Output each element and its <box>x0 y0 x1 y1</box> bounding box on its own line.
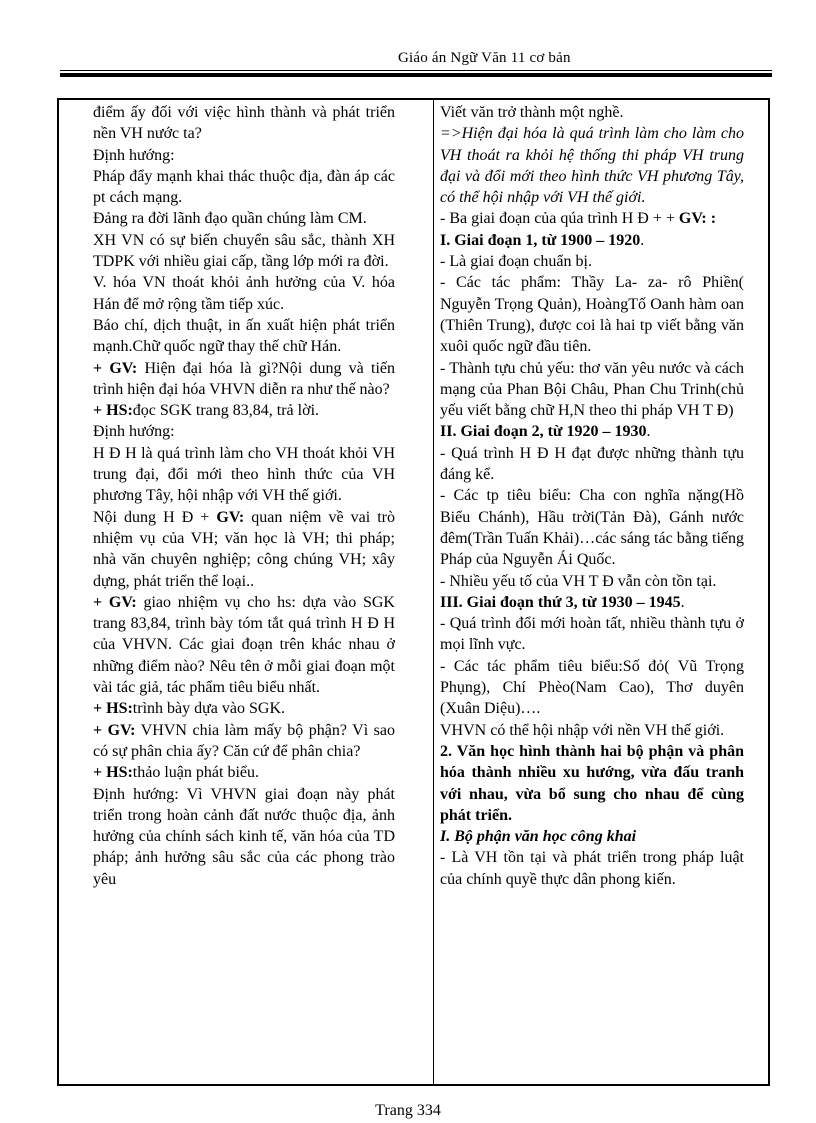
left-paragraph: H Đ H là quá trình làm cho VH thoát khỏi VH trung đại, đổi mới theo hình thức của VH phương Tây, hội nhập với VH thế giới. <box>93 444 395 505</box>
left-paragraph <box>93 507 395 592</box>
role-label: GV: : <box>678 210 717 228</box>
role-label: GV: <box>216 508 245 526</box>
right-text: - Ba giai đoạn của qúa trình H Đ + + <box>440 210 679 228</box>
right-text: . <box>640 231 645 249</box>
page-number: Trang 334 <box>375 1102 441 1119</box>
left-paragraph: Pháp đẩy mạnh khai thác thuộc địa, đàn áp các pt cách mạng. <box>93 167 395 207</box>
left-paragraph: Định hướng: Vì VHVN giai đoạn này phát triển trong hoàn cảnh đất nước thuộc địa, ảnh hưởng của chính sách kinh tế, văn hóa của TD pháp; ảnh hưởng sâu sắc của các phong trào yêu <box>93 785 395 888</box>
right-text: . <box>680 593 685 611</box>
right-paragraph: - Quá trình đổi mới hoàn tất, nhiều thành tựu ở mọi lĩnh vực. <box>440 615 744 654</box>
heading-text: I. Giai đoạn 1, từ 1900 – 1920 <box>440 231 641 249</box>
left-paragraph <box>93 592 395 698</box>
subheading: I. Bộ phận văn học công khai <box>440 828 637 846</box>
right-paragraph: - Quá trình H Đ H đạt được những thành tựu đáng kể. <box>440 444 744 484</box>
left-text: trình bày dựa vào SGK. <box>132 700 285 718</box>
header-rule-thick <box>60 73 772 77</box>
role-label: + GV: <box>93 721 136 739</box>
left-text: quan niệm về vai trò nhiệm vụ của VH; văn học là VH; thi pháp; nhà văn chuyên nghiệp; công chúng VH; xây dựng, phát triển thể loại.. <box>93 508 395 590</box>
left-paragraph: Đảng ra đời lãnh đạo quần chúng làm CM. <box>93 210 367 228</box>
left-paragraph <box>93 762 395 783</box>
conclusion-italic: =>Hiện đại hóa là quá trình làm cho làm cho VH thoát ra khỏi hệ thống thi pháp VH trung đại và đổi mới theo hình thức VH phương Tây, có thể hội nhập với VH thế giới. <box>440 125 744 207</box>
right-paragraph: - Thành tựu chủ yếu: thơ văn yêu nước và cách mạng của Phan Bội Châu, Phan Chu Trinh(chủ yếu viết bằng chữ H,N theo thi pháp VH T Đ) <box>440 359 744 420</box>
main-heading: 2. Văn học hình thành hai bộ phận và phân hóa thành nhiều xu hướng, vừa đấu tranh với nhau, vừa bổ sung cho nhau để cùng phát triển. <box>440 742 744 824</box>
role-label: + GV: <box>93 593 137 611</box>
left-paragraph: Báo chí, dịch thuật, in ấn xuất hiện phát triển mạnh.Chữ quốc ngữ thay thế chữ Hán. <box>93 316 395 356</box>
right-paragraph <box>440 208 744 229</box>
right-paragraph: - Nhiều yếu tố của VH T Đ vẫn còn tồn tại. <box>440 572 717 590</box>
right-text: . <box>646 423 651 441</box>
left-text: thảo luận phát biểu. <box>132 764 259 782</box>
right-paragraph: - Các tp tiêu biểu: Cha con nghĩa nặng(Hồ Biểu Chánh), Hầu trời(Tản Đà), Gánh nước đêm(Trần Tuấn Khải)…các sáng tác bằng tiếng Pháp của Nguyễn Ái Quốc. <box>440 487 744 569</box>
left-paragraph: XH VN có sự biến chuyển sâu sắc, thành XH TDPK với nhiều giai cấp, tầng lớp mới ra đời. <box>93 231 395 271</box>
role-label: + HS: <box>93 764 133 782</box>
section-heading <box>440 230 744 251</box>
left-paragraph <box>93 720 395 763</box>
right-paragraph: VHVN có thể hội nhập với nền VH thế giới. <box>440 721 725 739</box>
header-rule-thin <box>60 70 772 71</box>
content-table <box>57 98 770 1086</box>
role-label: + GV: <box>93 359 138 377</box>
section-heading <box>440 421 744 442</box>
right-paragraph: - Các tác phẩm: Thầy La- za- rô Phiền( Nguyễn Trọng Quản), HoàngTố Oanh hàm oan (Thiên Trung), được coi là hai tp viết bằng văn xuôi quốc ngữ đầu tiên. <box>440 274 744 356</box>
heading-text: III. Giai đoạn thứ 3, từ 1930 – 1945 <box>440 593 681 611</box>
right-paragraph: - Là VH tồn tại và phát triển trong pháp luật của chính quyề thực dân phong kiến. <box>440 849 744 888</box>
left-paragraph: Định hướng: <box>93 146 175 164</box>
left-text: giao nhiệm vụ cho hs: dựa vào SGK trang 83,84, trình bày tóm tắt quá trình H Đ H của VHVN. Các giai đoạn trên khác nhau ở những điểm nào? Nêu tên ở mỗi giai đoạn một vài tác giả, tác phẩm tiêu biểu nhất. <box>93 593 395 697</box>
heading-text: II. Giai đoạn 2, từ 1920 – 1930 <box>440 423 647 441</box>
left-column <box>93 102 395 890</box>
left-paragraph <box>93 358 395 401</box>
left-text: VHVN chia làm mấy bộ phận? Vì sao có sự phân chia ấy? Căn cứ để phân chia? <box>93 721 395 760</box>
left-paragraph: Định hướng: <box>93 423 175 441</box>
role-label: + HS: <box>93 402 133 420</box>
left-paragraph: V. hóa VN thoát khỏi ảnh hưởng của V. hóa Hán để mở rộng tầm tiếp xúc. <box>93 274 395 313</box>
left-text: Nội dung H Đ + <box>93 508 217 526</box>
right-paragraph: - Các tác phẩm tiêu biểu:Số đỏ( Vũ Trọng Phụng), Chí Phèo(Nam Cao), Thơ duyên (Xuân Diệu)…. <box>440 657 744 718</box>
right-paragraph: - Là giai đoạn chuẩn bị. <box>440 253 592 271</box>
left-paragraph <box>93 698 395 719</box>
left-paragraph <box>93 400 395 421</box>
right-column <box>440 102 744 890</box>
column-divider <box>433 100 434 1084</box>
left-text: Hiện đại hóa là gì?Nội dung và tiến trình hiện đại hóa VHVN diễn ra như thế nào? <box>93 359 396 398</box>
left-text: đọc SGK trang 83,84, trả lời. <box>132 402 320 420</box>
right-paragraph: Viết văn trở thành một nghề. <box>440 104 624 121</box>
role-label: + HS: <box>93 700 133 718</box>
header-title: Giáo án Ngữ Văn 11 cơ bản <box>398 50 571 66</box>
left-paragraph: điểm ấy đối với việc hình thành và phát triển nền VH nước ta? <box>93 104 395 143</box>
section-heading <box>440 592 744 613</box>
